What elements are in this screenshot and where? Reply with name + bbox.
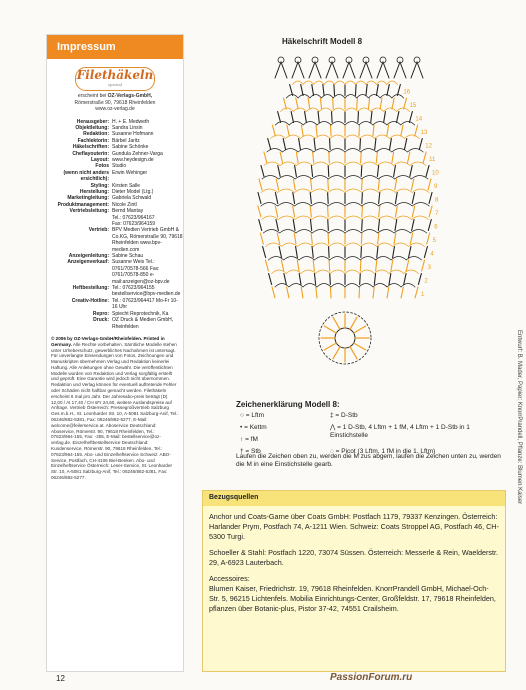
stitch-mark bbox=[278, 112, 281, 123]
round-number: 14 bbox=[415, 116, 423, 123]
stitch-mark bbox=[374, 274, 375, 285]
stitch-mark bbox=[392, 152, 394, 163]
credit-label: Herstellung: bbox=[79, 188, 109, 195]
sources-accessories-label: Accessoires: bbox=[209, 574, 250, 583]
stitch-mark bbox=[376, 152, 377, 163]
stitch-mark bbox=[378, 179, 379, 190]
stitch-mark bbox=[296, 247, 298, 258]
stitch-mark bbox=[418, 274, 421, 285]
picot-crown bbox=[411, 62, 423, 78]
stitch-mark bbox=[393, 247, 395, 258]
stitch-mark bbox=[305, 112, 307, 123]
stitch-mark bbox=[379, 206, 380, 217]
credit-value: Spiecht Reprotechnik, Ka bbox=[112, 310, 169, 317]
round-number: 2 bbox=[424, 278, 428, 285]
credit-label: Creativ-Hotline: bbox=[71, 297, 109, 304]
credit-value: Erwin Wehinger bbox=[112, 169, 148, 176]
stitch-mark bbox=[281, 260, 283, 271]
stitch-mark bbox=[311, 233, 312, 244]
stitch-mark bbox=[329, 152, 330, 163]
logo-text: Filethäkeln bbox=[76, 68, 154, 82]
sources-schoeller: Schoeller & Stahl: Postfach 1220, 73074 Süssen. Österreich: Messerle & Rein, Waelderstr. 29, A-6923 Lauterbach. bbox=[209, 548, 498, 567]
stitch-mark bbox=[427, 233, 430, 244]
credit-value: Tel.: 07623/964417 Mo-Fr 10-16 Uhr bbox=[112, 297, 178, 311]
stitch-mark bbox=[387, 85, 389, 96]
stitch-mark bbox=[265, 260, 268, 271]
stitch-mark bbox=[412, 206, 414, 217]
stitch-mark bbox=[310, 206, 311, 217]
sources-body bbox=[203, 506, 505, 620]
stitch-mark bbox=[318, 112, 319, 123]
stitch-mark bbox=[412, 220, 414, 231]
credit-value: Tel.: 07623/964167 bbox=[112, 214, 155, 221]
credit-row bbox=[47, 317, 183, 330]
stitch-mark bbox=[384, 112, 386, 123]
stitch-mark bbox=[362, 193, 363, 204]
credit-value: Sabine Schau bbox=[112, 253, 144, 260]
stitch-mark bbox=[429, 206, 432, 217]
center-ring bbox=[335, 328, 355, 348]
stitch-mark bbox=[328, 193, 329, 204]
publisher-info bbox=[53, 93, 177, 113]
publisher-web[interactable]: www.oz-verlag.de bbox=[95, 106, 135, 112]
stitch-mark bbox=[360, 139, 361, 150]
stitch-mark bbox=[275, 193, 277, 204]
legend-item bbox=[330, 412, 358, 420]
credit-label: Cheflayouterin: bbox=[72, 150, 109, 157]
picot-crown bbox=[360, 62, 372, 78]
round-number: 3 bbox=[427, 265, 431, 271]
legend-item bbox=[240, 412, 264, 420]
stitch-mark bbox=[410, 166, 412, 177]
stitch-mark bbox=[404, 274, 406, 285]
stitch-mark bbox=[278, 166, 280, 177]
stitch-mark bbox=[410, 233, 412, 244]
credit-value: Bernd Mantay bbox=[112, 208, 144, 215]
credit-label: Vertrieb: bbox=[88, 227, 109, 234]
legend-item bbox=[240, 436, 258, 444]
stitch-mark bbox=[423, 152, 426, 163]
legend-item bbox=[240, 424, 267, 432]
legend-symbol: ↑ bbox=[240, 436, 246, 443]
credit-label: Repro: bbox=[92, 310, 109, 317]
stitch-mark bbox=[412, 193, 414, 204]
stitch-mark bbox=[287, 287, 289, 298]
stitch-mark bbox=[310, 220, 311, 231]
round-number: 12 bbox=[425, 143, 432, 150]
legend-text: = fM bbox=[245, 436, 258, 443]
stitch-mark bbox=[350, 347, 357, 359]
legal-text bbox=[51, 336, 179, 481]
stitch-mark bbox=[429, 193, 432, 204]
stitch-mark bbox=[409, 112, 412, 123]
stitch-mark bbox=[361, 247, 362, 258]
stitch-mark bbox=[263, 247, 266, 258]
legend-symbol: ⋀ bbox=[330, 424, 338, 431]
stitch-mark bbox=[313, 260, 314, 271]
stitch-mark bbox=[426, 166, 429, 177]
credit-value: BPV Medien Vertrieb GmbH & Co.KG, Römerstraße 90, 79618 Rheinfelden www.bpv-medien.com bbox=[112, 227, 183, 253]
impressum-credits bbox=[47, 119, 183, 330]
credit-value: Dieter Model (Ltg.) bbox=[112, 188, 154, 195]
stitch-mark bbox=[379, 193, 380, 204]
stitch-mark bbox=[287, 125, 289, 136]
credit-value: Bärbel Jaritz bbox=[112, 137, 140, 144]
stitch-mark bbox=[312, 247, 313, 258]
stitch-mark bbox=[389, 274, 391, 285]
stitch-mark bbox=[277, 233, 279, 244]
round-number: 4 bbox=[430, 251, 434, 258]
credit-value: H. + E. Medweth bbox=[112, 118, 150, 125]
credit-label: Styling: bbox=[90, 182, 109, 189]
stitch-mark bbox=[297, 260, 299, 271]
stitch-mark bbox=[361, 152, 362, 163]
stitch-mark bbox=[362, 220, 363, 231]
credit-value: Studio bbox=[112, 163, 127, 170]
legal-body: Alle Rechte vorbehalten. Sämtliche Modelle stehen unter Urheberschutz, gewerbliches Nachahmen ist untersagt. Für unverlangte Einsendungen von Fotos, Zeichnungen und Manuskripten übernehmen Verlag und Redaktion keinerlei Haftung. Alle Anleitungen ohne Gewähr. Die veröffentlichten Modelle wurden von Redaktion und Verlag sorgfältig erstellt und geprüft. Eine Garantie wird jedoch nicht übernommen. Redaktion und Verlag können für eventuell auftretende Fehler oder Schäden nicht haftbar gemacht werden. Filethäkeln erscheint 6 mal pro Jahr. Der Jahresabo-preis beträgt (D) 12,00 / At 17,40 / CH sFr 24,60, weitere Auslandspreise auf Anfrage. Vertrieb Österreich: Pressegroßvertrieb Salzburg Ges.m.b.H., St. Leonharder Str. 10, A-5081 Salzburg-Anif, Tel.: 06246/882-5381, Fax: 06246/882-5277, E-Mail: welcome@feilerservice.at. Aboservice Deutschland: Aboservice, Römerstr. 90, 79618 Rheinfelden, Tel.: 07623/964-155, Fax: -255, E-Mail: bestellservice@oz-verlag.de. Einzelheftbestellservice Deutschland: Kundenservice, Römerstr. 90, 79618 Rheinfelden, Tel.: 07623/964-155. Abo- und Einzelheftservice Schweiz: ABO-Service, Postfach, CH-4106 Biel-Benken. Abo- und Einzelheftservice Österreich: Leser-Service, St. Leonharder Str. 10, A-5081 Salzburg-Anif, Tel.: 06246/882-5381, Fax: 06246/882-5277. bbox=[51, 341, 179, 481]
stitch-mark bbox=[299, 139, 301, 150]
credit-value: Susanne Hofmann bbox=[112, 131, 154, 138]
publisher-name: OZ-Verlags-GmbH, bbox=[107, 93, 153, 99]
crochet-chart bbox=[210, 48, 439, 398]
stitch-mark bbox=[404, 98, 407, 109]
stitch-mark bbox=[316, 125, 317, 136]
stitch-mark bbox=[360, 260, 361, 271]
stitch-mark bbox=[284, 274, 286, 285]
credit-value: Kirsten Salle bbox=[112, 182, 141, 189]
round-number: 10 bbox=[432, 170, 439, 177]
stitch-mark bbox=[328, 206, 329, 217]
stitch-mark bbox=[268, 139, 271, 150]
stitch-mark bbox=[301, 85, 303, 96]
stitch-mark bbox=[259, 179, 262, 190]
stitch-mark bbox=[357, 98, 358, 109]
stitch-mark bbox=[276, 220, 278, 231]
stitch-mark bbox=[283, 98, 286, 109]
stitch-mark bbox=[299, 274, 301, 285]
credit-value: Sandra Linsin bbox=[112, 124, 143, 131]
legend-item bbox=[330, 424, 500, 440]
stitch-mark bbox=[354, 343, 366, 350]
credit-value: www.heydesign.de bbox=[112, 156, 154, 163]
stitch-mark bbox=[334, 85, 335, 96]
credit-value: Tel.: 07623/964155 bestellservice@bpv-medien.de bbox=[112, 285, 181, 298]
credit-value: Sabine Schönke bbox=[112, 144, 149, 151]
legend-symbol: ◌ bbox=[330, 448, 336, 455]
credit-label: Druck: bbox=[93, 317, 109, 324]
stitch-mark bbox=[376, 260, 377, 271]
stitch-mark bbox=[387, 125, 389, 136]
stitch-mark bbox=[428, 179, 431, 190]
stitch-mark bbox=[259, 220, 262, 231]
stitch-mark bbox=[330, 125, 331, 136]
credit-row bbox=[47, 170, 183, 183]
credit-row bbox=[47, 227, 183, 253]
stitch-mark bbox=[260, 233, 263, 244]
stitch-mark bbox=[358, 112, 359, 123]
picot-crown bbox=[326, 62, 338, 78]
credit-row bbox=[47, 298, 183, 311]
round-number: 11 bbox=[429, 157, 436, 163]
stitch-mark bbox=[311, 166, 312, 177]
credit-label: Layout: bbox=[90, 156, 109, 163]
stitch-mark bbox=[428, 220, 431, 231]
stitch-mark bbox=[359, 287, 360, 298]
stitch-mark bbox=[359, 125, 360, 136]
stitch-mark bbox=[360, 274, 361, 285]
stitch-mark bbox=[371, 112, 372, 123]
stitch-mark bbox=[294, 233, 296, 244]
stitch-mark bbox=[419, 139, 422, 150]
stitch-mark bbox=[407, 152, 409, 163]
legend-text: = Kettm bbox=[244, 424, 267, 431]
stitch-mark bbox=[390, 139, 392, 150]
legend-symbol: • bbox=[240, 424, 245, 431]
chain-arch bbox=[293, 81, 398, 85]
stitch-mark bbox=[332, 112, 333, 123]
stitch-mark bbox=[333, 347, 340, 359]
credit-value: Fax: 07623/964159 bbox=[112, 221, 156, 227]
stitch-mark bbox=[333, 317, 340, 329]
stitch-mark bbox=[296, 98, 298, 109]
stitch-mark bbox=[391, 260, 393, 271]
stitch-mark bbox=[415, 125, 418, 136]
credit-value: OZ Druck & Medien GmbH, Rheinfelden bbox=[112, 317, 174, 330]
legend-symbol: ○ bbox=[240, 412, 246, 419]
stitch-mark bbox=[272, 287, 275, 298]
credit-label: Objektleitung: bbox=[75, 124, 109, 131]
stitch-mark bbox=[280, 152, 282, 163]
stitch-mark bbox=[293, 193, 295, 204]
stitch-mark bbox=[378, 233, 379, 244]
credit-label: Fotos bbox=[95, 163, 109, 170]
stitch-mark bbox=[373, 125, 374, 136]
sources-box bbox=[202, 490, 506, 672]
legend-note: Laufen die Zeichen oben zu, werden die M zus abgem, laufen die Zeichen unten zu, werden die M in eine Einstichstelle gearb. bbox=[236, 453, 501, 468]
legend-symbol: ‡ bbox=[330, 412, 336, 419]
stitch-mark bbox=[354, 326, 366, 333]
stitch-mark bbox=[258, 206, 261, 217]
stitch-mark bbox=[411, 179, 413, 190]
stitch-mark bbox=[330, 287, 331, 298]
credit-value: Gundula Zehner-Varga bbox=[112, 150, 163, 157]
legend-title: Zeichenerklärung Modell 8: bbox=[236, 400, 340, 409]
stitch-mark bbox=[401, 125, 403, 136]
picot-crown bbox=[394, 62, 406, 78]
credit-label: Heftbestellung: bbox=[72, 285, 109, 292]
stitch-mark bbox=[333, 98, 334, 109]
stitch-mark bbox=[314, 139, 315, 150]
stitch-mark bbox=[312, 85, 314, 96]
stitch-mark bbox=[378, 220, 379, 231]
stitch-mark bbox=[258, 193, 261, 204]
credit-label: Vertriebsleitung: bbox=[69, 208, 109, 215]
stitch-mark bbox=[380, 98, 382, 109]
stitch-mark bbox=[261, 166, 264, 177]
stitch-mark bbox=[301, 125, 303, 136]
stitch-mark bbox=[293, 206, 295, 217]
stitch-mark bbox=[328, 220, 329, 231]
stitch-mark bbox=[313, 152, 314, 163]
stitch-mark bbox=[272, 125, 275, 136]
stitch-mark bbox=[291, 112, 293, 123]
legend-text: = 1 D-Stb, 4 Lftm + 1 fM, 4 Lftm + 1 D-Stb in 1 Einstichstelle bbox=[330, 424, 470, 439]
stitch-mark bbox=[296, 152, 298, 163]
stitch-mark bbox=[290, 85, 293, 96]
stitch-mark bbox=[276, 179, 278, 190]
stitch-mark bbox=[293, 179, 295, 190]
round-number: 7 bbox=[435, 211, 439, 217]
impressum-header: Impressum bbox=[47, 35, 183, 59]
stitch-mark bbox=[397, 85, 400, 96]
stitch-mark bbox=[293, 220, 295, 231]
stitch-mark bbox=[320, 98, 321, 109]
stitch-mark bbox=[395, 206, 397, 217]
stitch-mark bbox=[295, 166, 297, 177]
credit-label: Produktmanagement: bbox=[57, 201, 109, 208]
stitch-mark bbox=[415, 287, 418, 298]
stitch-mark bbox=[328, 233, 329, 244]
stitch-mark bbox=[366, 85, 367, 96]
stitch-mark bbox=[361, 166, 362, 177]
stitch-mark bbox=[409, 247, 411, 258]
credit-label: Redaktion: bbox=[83, 131, 109, 138]
stitch-mark bbox=[328, 179, 329, 190]
legend-text: = Picot (3 Lftm, 1 fM in die 1. Lftm) bbox=[335, 448, 436, 455]
round-number: 5 bbox=[432, 238, 437, 244]
credit-label: Häkelschriften: bbox=[72, 144, 109, 151]
stitch-mark bbox=[323, 85, 324, 96]
stitch-mark bbox=[377, 166, 378, 177]
stitch-mark bbox=[362, 179, 363, 190]
stitch-mark bbox=[330, 274, 331, 285]
watermark: PassionForum.ru bbox=[330, 672, 413, 683]
round-number: 6 bbox=[434, 224, 438, 231]
credit-label: Marketingleitung: bbox=[67, 195, 109, 202]
page-number: 12 bbox=[56, 674, 65, 683]
credit-label: Anzeigenleitung: bbox=[68, 253, 109, 260]
legend-text: = Stb bbox=[245, 448, 261, 455]
stitch-mark bbox=[401, 287, 403, 298]
stitch-mark bbox=[329, 247, 330, 258]
sources-yarn: Anchor und Coats-Garne über Coats GmbH: Postfach 1179, 79337 Kenzingen. Österreich: Harlander Prym, Postfach 74, A-1211 Wien. Schweiz: Coats Stroppel AG, Postfach 46, CH-5300 Turgi. bbox=[209, 512, 499, 541]
legend-text: = Lftm bbox=[245, 412, 264, 419]
stitch-mark bbox=[316, 287, 317, 298]
picot-crown bbox=[343, 62, 355, 78]
stitch-mark bbox=[395, 179, 397, 190]
stitch-mark bbox=[279, 247, 281, 258]
stitch-mark bbox=[324, 343, 336, 350]
publisher-address: Römerstraße 90, 79618 Rheinfelden bbox=[74, 99, 156, 106]
stitch-mark bbox=[375, 139, 376, 150]
stitch-mark bbox=[395, 193, 397, 204]
stitch-mark bbox=[368, 98, 369, 109]
stitch-mark bbox=[397, 112, 399, 123]
stitch-mark bbox=[275, 206, 277, 217]
logo-subtitle: spezial bbox=[107, 82, 123, 87]
stitch-mark bbox=[394, 166, 396, 177]
credit-label: Anzeigenverkauf: bbox=[67, 259, 109, 266]
picot-crown bbox=[309, 62, 321, 78]
copyright-line: © 2006 by OZ-Verlags-GmbH/Rheinfelden. Printed in Germany. bbox=[51, 335, 165, 347]
stitch-mark bbox=[329, 260, 330, 271]
stitch-mark bbox=[376, 85, 378, 96]
stitch-mark bbox=[392, 98, 394, 109]
sources-accessories: Blumen Kaiser, Friedrichstr. 19, 79618 Rheinfelden. KnorrPrandell GmbH, Michael-Och-Str. 5, 96215 Lichtenfels. Mobilia Einrichtungs-Center, Großfeldstr. 17, 79618 Rheinfelden, pflanzen über Botanic-plus, Pistor 37-42, 74551 Crailsheim. bbox=[209, 584, 496, 613]
stitch-mark bbox=[377, 247, 378, 258]
stitch-mark bbox=[269, 274, 272, 285]
sources-header: Bezugsquellen bbox=[203, 491, 505, 506]
stitch-mark bbox=[394, 233, 396, 244]
legend-symbol: † bbox=[240, 448, 246, 455]
picot-crown bbox=[292, 62, 304, 78]
stitch-mark bbox=[350, 317, 357, 329]
stitch-mark bbox=[404, 139, 406, 150]
credit-row bbox=[47, 259, 183, 285]
stitch-mark bbox=[387, 287, 389, 298]
legend-text: = D-Stb bbox=[335, 412, 358, 419]
stitch-mark bbox=[328, 166, 329, 177]
stitch-mark bbox=[422, 260, 425, 271]
stitch-mark bbox=[406, 260, 408, 271]
stitch-mark bbox=[424, 247, 427, 258]
stitch-mark bbox=[310, 193, 311, 204]
stitch-mark bbox=[355, 85, 356, 96]
stitch-mark bbox=[283, 139, 285, 150]
magazine-logo bbox=[75, 67, 155, 91]
stitch-mark bbox=[361, 233, 362, 244]
impressum-box bbox=[46, 34, 184, 672]
round-number: 13 bbox=[420, 130, 428, 136]
round-number: 15 bbox=[409, 103, 417, 109]
credit-value: Gabriela Schwald bbox=[112, 195, 152, 202]
stitch-mark bbox=[264, 152, 267, 163]
credit-value: Nicole Zintl bbox=[112, 201, 137, 208]
publisher-prefix: erscheint bei bbox=[77, 93, 107, 99]
credit-label: (wenn nicht anders ersichtlich): bbox=[63, 169, 109, 183]
round-number: 8 bbox=[435, 197, 439, 204]
credit-value: Susanne Weis Tel.: 0761/70578-566 Fax: 0761/70578-850 e-mail:anzeigen@oz-bpv.de bbox=[112, 259, 170, 285]
stitch-mark bbox=[362, 206, 363, 217]
round-number: 16 bbox=[403, 89, 411, 96]
credit-label: Fachlektorin: bbox=[77, 137, 109, 144]
credits-vertical: Entwurf: B. Mader, Papier: KnorrPrandell, Pflanze: Blumen Kaiser bbox=[516, 330, 522, 505]
stitch-mark bbox=[301, 287, 303, 298]
picot-crown bbox=[275, 62, 287, 78]
stitch-mark bbox=[311, 179, 312, 190]
round-number: 1 bbox=[421, 292, 425, 298]
stitch-mark bbox=[330, 139, 331, 150]
credit-row bbox=[47, 285, 183, 298]
stitch-mark bbox=[395, 220, 397, 231]
stitch-mark bbox=[308, 98, 310, 109]
stitch-mark bbox=[373, 287, 374, 298]
round-number: 9 bbox=[434, 184, 438, 190]
picot-crown bbox=[377, 62, 389, 78]
stitch-mark bbox=[324, 326, 336, 333]
diagram-title: Häkelschrift Modell 8 bbox=[282, 37, 363, 46]
stitch-mark bbox=[314, 274, 315, 285]
credit-label: Herausgeber: bbox=[76, 118, 109, 125]
